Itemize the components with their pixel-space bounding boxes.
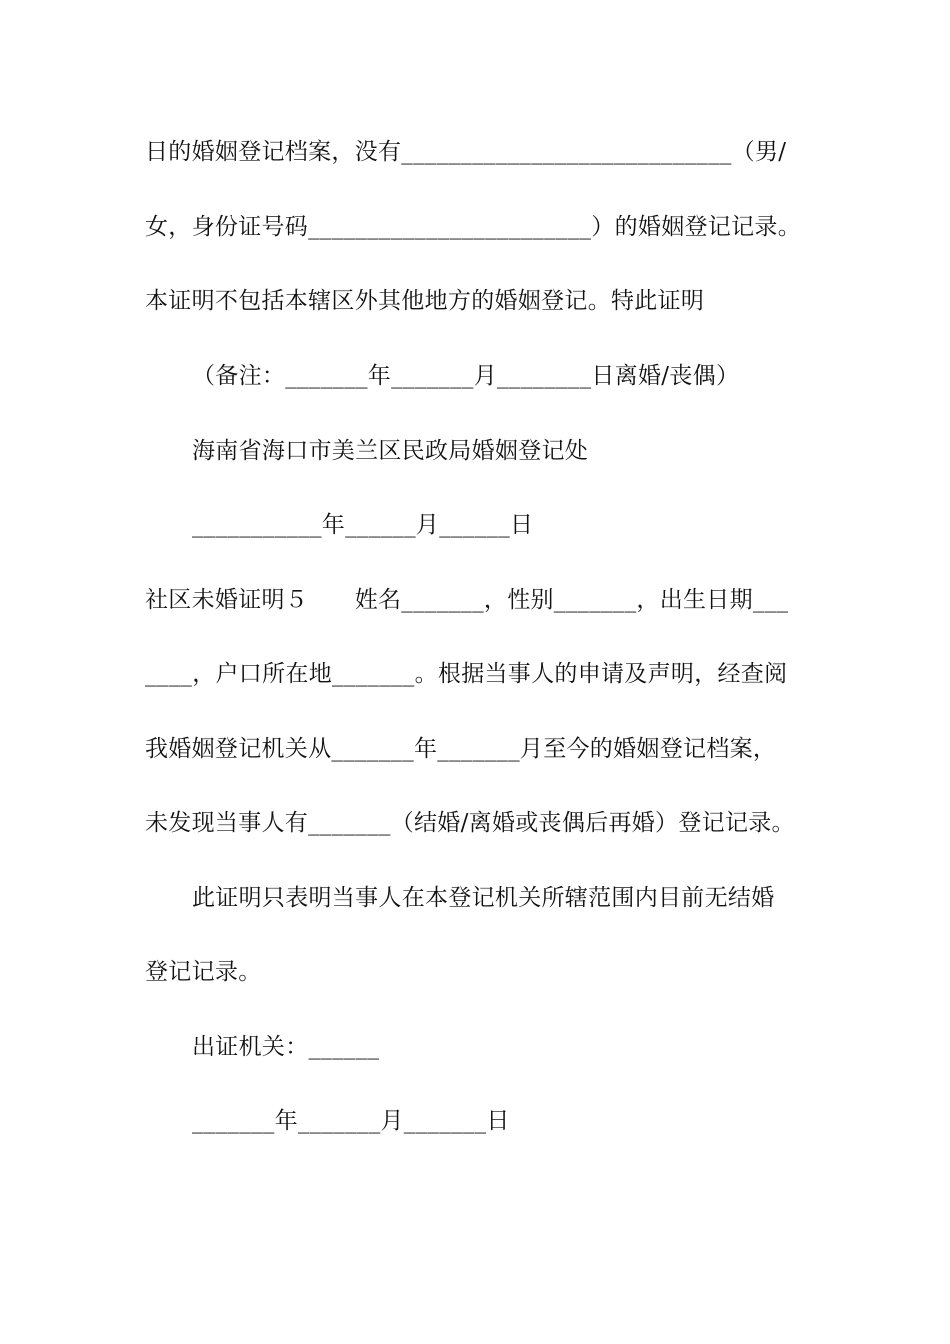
- date-line: _______年_______月_______日: [192, 1108, 510, 1134]
- text-line: 社区未婚证明５ 姓名_______，性别_______，出生日期___: [145, 587, 789, 613]
- text-line: ____，户口所在地_______。根据当事人的申请及声明，经查阅: [145, 661, 788, 687]
- text-line: 未发现当事人有_______（结婚/离婚或丧偶后再婚）登记记录。: [145, 810, 795, 836]
- text-line: 登记记录。: [145, 959, 262, 985]
- issuing-authority-line: 出证机关：______: [192, 1034, 380, 1060]
- text-line: 本证明不包括本辖区外其他地方的婚姻登记。特此证明: [145, 288, 705, 314]
- text-line: 我婚姻登记机关从_______年_______月至今的婚姻登记档案，: [145, 736, 777, 762]
- issuing-office: 海南省海口市美兰区民政局婚姻登记处: [192, 438, 589, 464]
- text-line: 女，身份证号码________________________）的婚姻登记记录。: [145, 214, 801, 240]
- date-line: ___________年______月______日: [192, 512, 534, 538]
- text-line: 日的婚姻登记档案，没有____________________________（男/: [145, 139, 787, 165]
- text-line: 此证明只表明当事人在本登记机关所辖范围内目前无结婚: [192, 885, 775, 911]
- remark-line: （备注：_______年_______月________日离婚/丧偶）: [192, 363, 740, 389]
